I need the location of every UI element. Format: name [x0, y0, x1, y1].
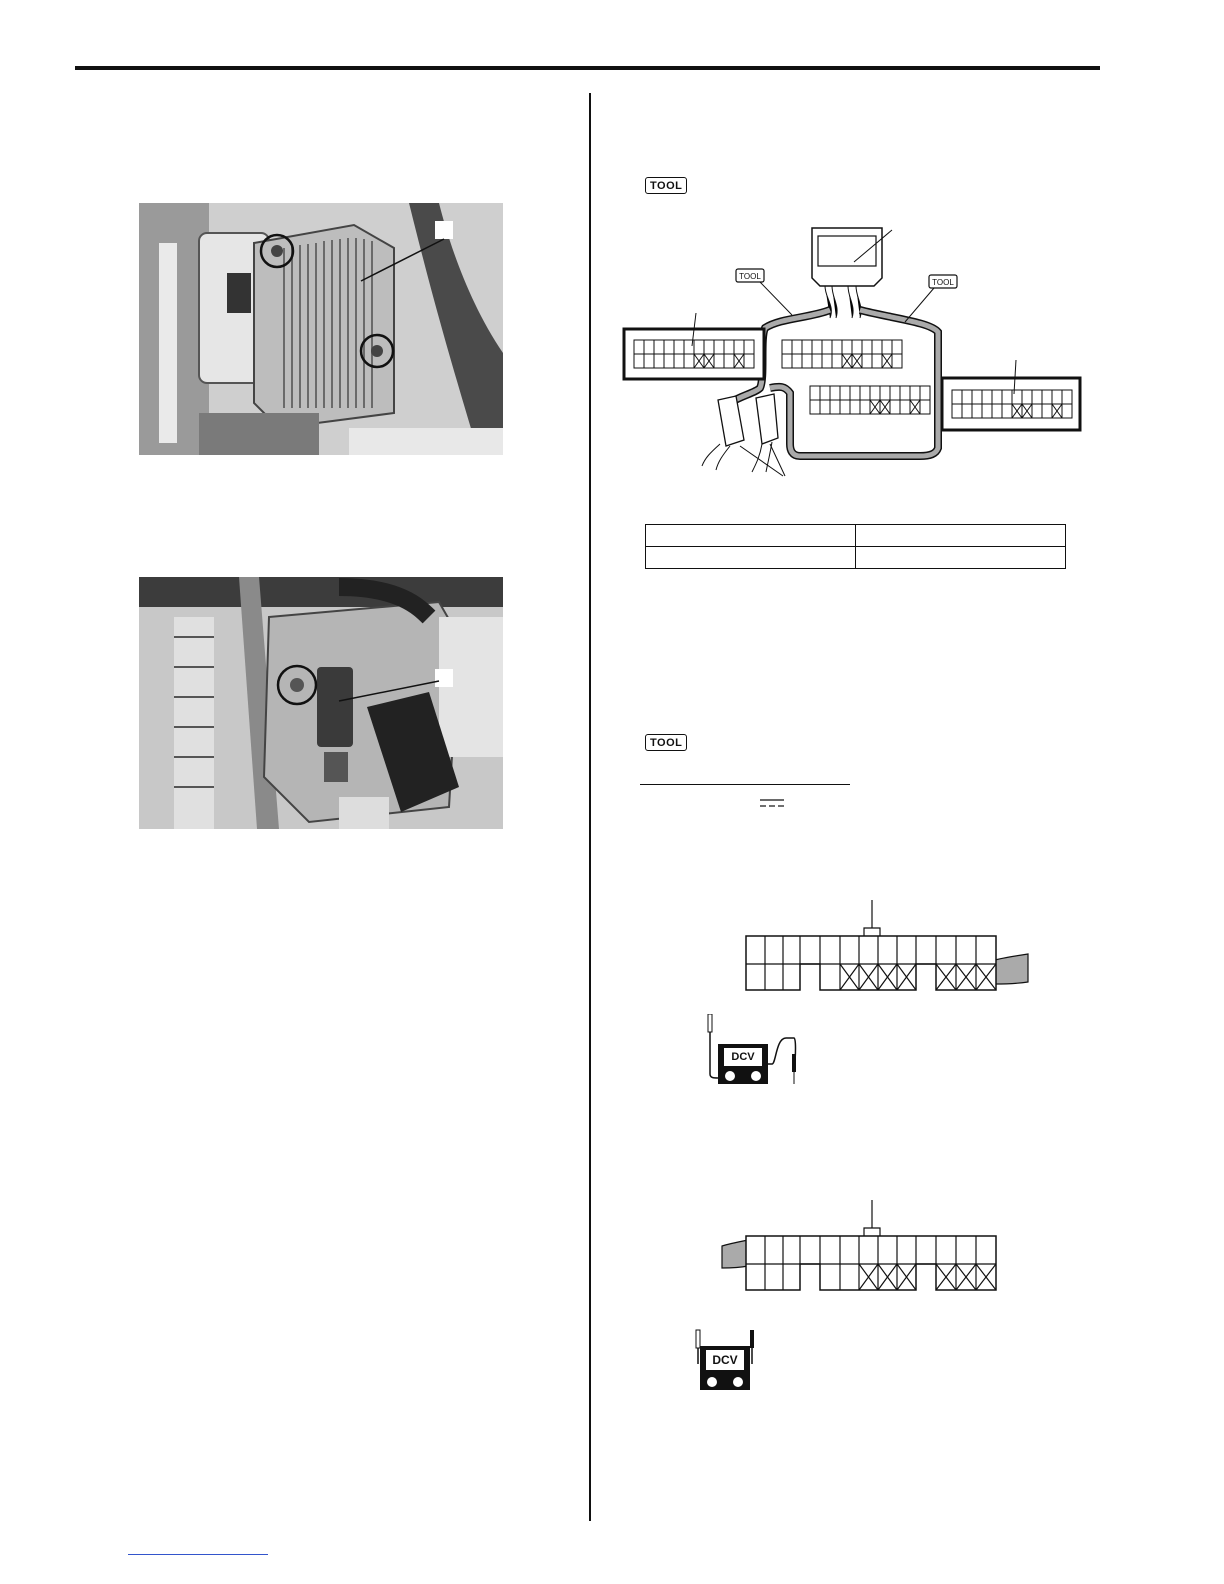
- multimeter-2: [688, 1328, 768, 1394]
- header-rule: [75, 66, 1100, 70]
- dc-voltage-symbol: [760, 795, 784, 805]
- table-row: [646, 525, 1066, 547]
- spec-table-wrap: [645, 524, 1066, 569]
- harness-connection-diagram: [620, 218, 1090, 490]
- connector-diagram-terminal-check-2: [720, 1198, 1010, 1298]
- photo-sensor: [139, 577, 503, 829]
- photo-ecm-cover: [139, 203, 503, 455]
- tool-icon: TOOL: [645, 734, 687, 751]
- footer-link[interactable]: [128, 1554, 268, 1555]
- tool-icon: TOOL: [932, 278, 954, 287]
- table-cell: [856, 547, 1066, 569]
- table-cell: [646, 525, 856, 547]
- table-row: [646, 547, 1066, 569]
- dcv-label: DCV: [731, 1051, 755, 1063]
- setting-underline: [640, 784, 850, 785]
- column-divider: [589, 93, 591, 1521]
- connector-diagram-terminal-check-1: [740, 896, 1030, 996]
- multimeter-1: [700, 1014, 810, 1090]
- tool-icon: TOOL: [645, 177, 687, 194]
- table-cell: [646, 547, 856, 569]
- tool-icon: TOOL: [739, 272, 761, 281]
- special-tool-badge: [645, 733, 687, 751]
- special-tool-badge: [645, 176, 687, 194]
- table-cell: [856, 525, 1066, 547]
- spec-table: [645, 524, 1066, 569]
- dcv-label: DCV: [712, 1353, 738, 1367]
